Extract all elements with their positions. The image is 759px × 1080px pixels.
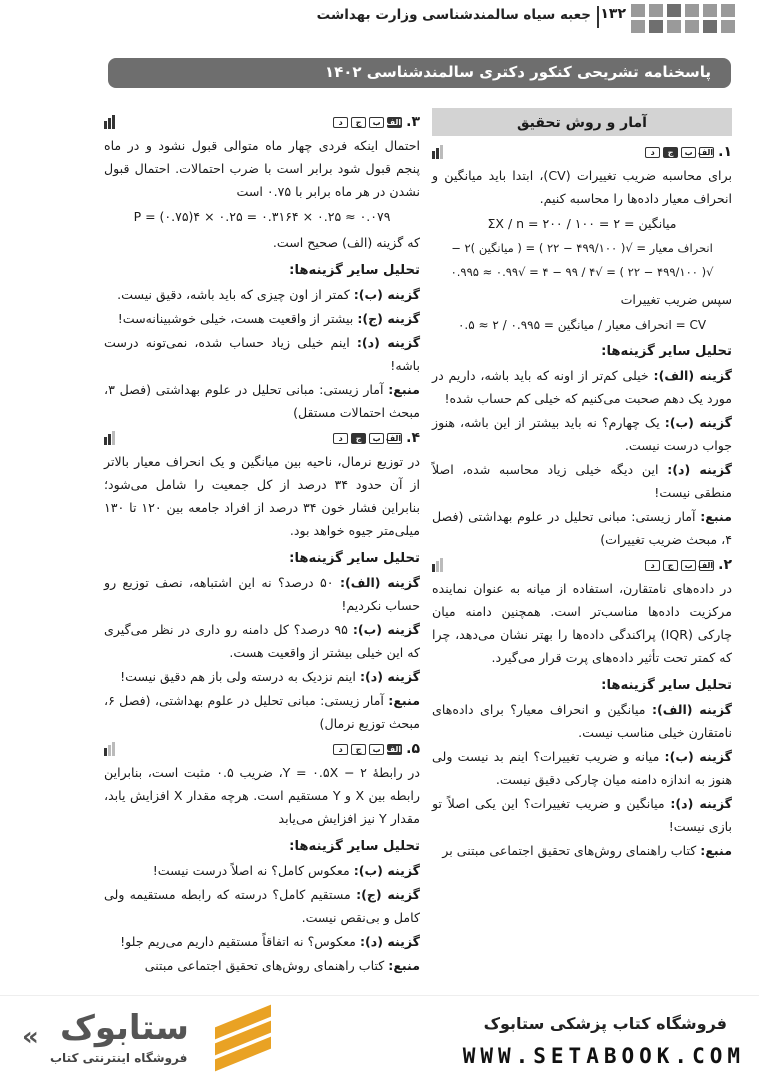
option-c: ج <box>351 433 366 444</box>
difficulty-icon <box>432 558 443 572</box>
option-analysis: گزینه (الف): میانگین و انحراف معیار؟ برای داده‌های نامتقارن خیلی مناسب نیست. <box>432 702 732 740</box>
answer-options <box>333 433 402 444</box>
formula: P = (۰.۷۵)۴ × ۰.۲۵ = ۰.۳۱۶۴ × ۰.۲۵ ≈ ۰.۰۷۹ <box>133 209 391 224</box>
option-a: الف <box>385 117 402 127</box>
option-c: ج <box>351 117 366 128</box>
paragraph: احتمال اینکه فردی چهار ماه متوالی قبول نشود و در ماه پنجم قبول شود برابر است با ضرب احتمالات. احتمال قبول نشدن در هر ماه برابر با ۰.۷۵ است <box>104 138 420 199</box>
book-title: جعبه سیاه سالمندشناسی وزارت بهداشت <box>316 7 591 23</box>
option-b: ب <box>681 147 696 158</box>
option-analysis: گزینه (الف): خیلی کم‌تر از اونه که باید باشه، داریم در مورد یک دهم صحبت می‌کنیم که خیلی کم حساب شده! <box>432 368 732 406</box>
option-analysis: گزینه (الف): ۵۰ درصد؟ نه این اشتباهه، نصف توزیع رو حساب نکردیم! <box>104 575 420 613</box>
option-analysis: گزینه (ب): معکوس کامل؟ نه اصلاً درست نیست! <box>152 863 420 878</box>
option-b: ب <box>369 433 384 444</box>
section-heading: آمار و روش تحقیق <box>432 108 732 136</box>
option-analysis: گزینه (ج): بیشتر از واقعیت هست، خیلی خوشبینانه‌ست! <box>117 311 420 326</box>
store-url[interactable]: WWW.SETABOOK.COM <box>462 1044 745 1068</box>
paragraph: در توزیع نرمال، ناحیه بین میانگین و یک انحراف معیار بالاتر از آن حدود ۳۴ درصد از کل جمعیت را شامل می‌شود؛ بنابراین فشار خون ۳۴ درصد از افراد جامعه بین ۱۲۰ تا ۱۳۰ میلی‌متر جیوه خواهد بود. <box>104 454 420 538</box>
difficulty-icon <box>104 431 115 445</box>
store-footer <box>0 995 759 1080</box>
header-divider <box>597 6 599 28</box>
option-analysis: گزینه (د): اینم خیلی زیاد حساب شده، نمی‌تونه درست باشه! <box>104 335 421 373</box>
option-c: ج <box>351 744 366 755</box>
page-header <box>0 0 759 40</box>
option-a: الف <box>697 147 714 157</box>
store-name: فروشگاه کتاب پزشکی ستابوک <box>483 1014 727 1033</box>
difficulty-icon <box>104 742 115 756</box>
subheading: تحلیل سایر گزینه‌ها: <box>289 263 420 278</box>
paragraph: برای محاسبه ضریب تغییرات (CV)، ابتدا باید میانگین و انحراف معیار داده‌ها را محاسبه کنیم. <box>432 168 732 206</box>
chevron-icon: « <box>22 1022 39 1052</box>
option-d: د <box>333 744 348 755</box>
question-number: ۵. <box>406 740 420 757</box>
difficulty-icon <box>432 145 443 159</box>
source: منبع: آمار زیستی: مبانی تحلیل در علوم بهداشتی (فصل ۴، مبحث ضریب تغییرات) <box>432 509 732 547</box>
question-header-3 <box>104 110 420 134</box>
paragraph: در رابطهٔ Y = ۰.۵X − ۲، ضریب ۰.۵ مثبت است، بنابراین رابطه بین X و Y مستقیم است. هرچه مقدار X افزایش یابد، مقدار Y نیز افزایش می‌یابد <box>104 765 420 826</box>
option-analysis: گزینه (د): معکوس؟ نه اتفاقاً مستقیم داریم می‌ریم جلو! <box>120 934 420 949</box>
answer-options <box>333 117 402 128</box>
option-a: الف <box>697 560 714 570</box>
question-header-2 <box>432 553 732 577</box>
option-d: د <box>333 117 348 128</box>
book-stack-icon <box>215 1010 275 1060</box>
formula: انحراف معیار = √( ۴۹۹/۱۰۰ − ۲۲ ) = ( میانگین )۲ − <box>451 241 713 255</box>
question-header-4 <box>104 426 420 450</box>
option-d: د <box>645 147 660 158</box>
right-column <box>432 108 732 863</box>
logo-word: ستابوک <box>60 1008 189 1048</box>
question-number: ۴. <box>406 429 420 446</box>
source: منبع: کتاب راهنمای روش‌های تحقیق اجتماعی مبتنی <box>144 958 420 973</box>
difficulty-icon <box>104 115 115 129</box>
option-analysis: گزینه (ب): ۹۵ درصد؟ کل دامنه رو داری در نظر می‌گیری که این خیلی بیشتر از واقعیت هست. <box>104 622 420 660</box>
option-a: الف <box>385 433 402 443</box>
option-d: د <box>645 560 660 571</box>
page-number: ۱۳۲ <box>600 6 626 22</box>
source: منبع: آمار زیستی: مبانی تحلیل در علوم بهداشتی (فصل ۳، مبحث احتمالات مستقل) <box>104 382 420 420</box>
question-number: ۳. <box>406 113 420 130</box>
page-banner: پاسخنامه تشریحی کنکور دکتری سالمندشناسی ۱۴۰۲ <box>108 58 731 88</box>
header-decoration <box>631 4 737 38</box>
subheading: تحلیل سایر گزینه‌ها: <box>289 839 420 854</box>
question-number: ۱. <box>718 143 732 160</box>
source: منبع: آمار زیستی: مبانی تحلیل در علوم بهداشتی، (فصل ۶، مبحث توزیع نرمال) <box>104 693 420 731</box>
option-analysis: گزینه (ب): میانه و ضریب تغییرات؟ اینم بد نیست ولی هنوز به اندازه دامنه میان چارکی دقیق نیست. <box>432 749 732 787</box>
option-c: ج <box>663 560 678 571</box>
formula: میانگین = ΣX / n = ۲۰۰ / ۱۰۰ = ۲ <box>487 216 677 231</box>
option-analysis: گزینه (د): میانگین و ضریب تغییرات؟ این یکی اصلاً تو بازی نیست! <box>432 796 732 834</box>
subheading: تحلیل سایر گزینه‌ها: <box>289 551 420 566</box>
option-b: ب <box>681 560 696 571</box>
option-d: د <box>333 433 348 444</box>
paragraph: در داده‌های نامتقارن، استفاده از میانه به عنوان نماینده مرکزیت داده‌ها مناسب‌تر است. همچنین دامنه میان چارکی (IQR) پراکندگی داده‌ها را بهتر نشان می‌دهد، چرا که کمتر تحت تأثیر داده‌های پرت قرار می‌گیرد. <box>432 581 732 665</box>
paragraph: که گزینه (الف) صحیح است. <box>272 235 420 250</box>
option-analysis: گزینه (ب): یک چهارم؟ نه باید بیشتر از این باشه، هنوز جواب درست نیست. <box>432 415 732 453</box>
option-analysis: گزینه (ب): کمتر از اون چیزی که باید باشه، دقیق نیست. <box>117 287 420 302</box>
option-b: ب <box>369 744 384 755</box>
answer-options <box>645 147 714 158</box>
paragraph: سپس ضریب تغییرات <box>620 292 732 307</box>
option-analysis: گزینه (ج): مستقیم کامل؟ درسته که رابطه مستقیمه ولی کامل و بی‌نقص نیست. <box>104 887 420 925</box>
logo-subtitle: فروشگاه اینترنتی کتاب <box>50 1051 188 1065</box>
subheading: تحلیل سایر گزینه‌ها: <box>601 678 732 693</box>
question-number: ۲. <box>718 556 732 573</box>
answer-options <box>333 744 402 755</box>
question-header-1 <box>432 140 732 164</box>
option-b: ب <box>369 117 384 128</box>
question-header-5 <box>104 737 420 761</box>
option-analysis: گزینه (د): این دیگه خیلی زیاد محاسبه شده، اصلاً منطقی نیست! <box>432 462 732 500</box>
option-analysis: گزینه (د): اینم نزدیک به درسته ولی باز هم دقیق نیست! <box>120 669 420 684</box>
source: منبع: کتاب راهنمای روش‌های تحقیق اجتماعی مبتنی بر <box>442 843 732 858</box>
formula: √( ۴۹۹/۱۰۰ − ۲۲ ) = √۴ / ۹۹ − ۴ = √۰.۹۹ ≈ ۰.۹۹۵ <box>450 265 714 279</box>
subheading: تحلیل سایر گزینه‌ها: <box>601 344 732 359</box>
option-c: ج <box>663 147 678 158</box>
formula: CV = انحراف معیار / میانگین = ۰.۹۹۵ / ۲ ≈ ۰.۵ <box>457 318 707 332</box>
answer-options <box>645 560 714 571</box>
option-a: الف <box>385 744 402 754</box>
left-column <box>104 108 420 978</box>
